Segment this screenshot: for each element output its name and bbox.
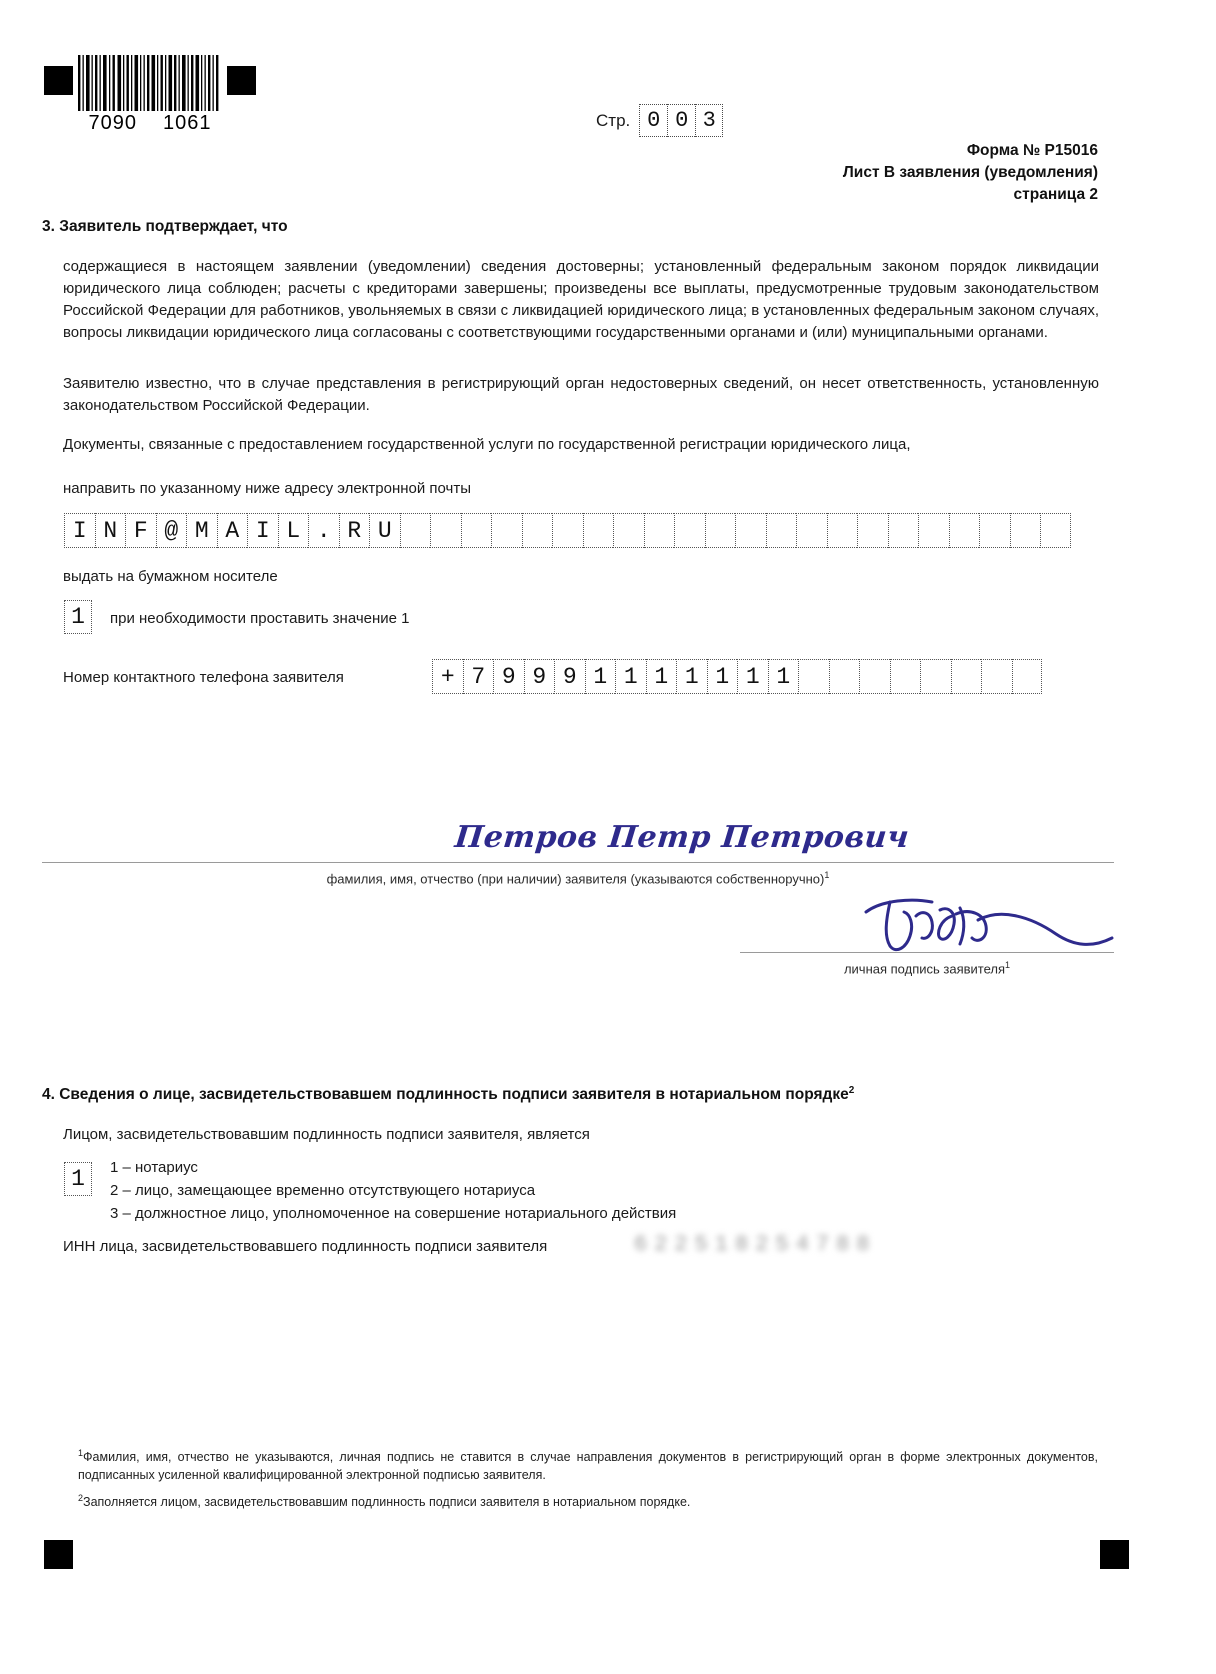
inn-value-redacted[interactable]: 622518254788 (634, 1232, 877, 1257)
section-3-title: 3. Заявитель подтверждает, что (42, 218, 288, 235)
email-char-cell[interactable] (400, 513, 431, 548)
email-char-cell[interactable] (857, 513, 888, 548)
phone-char-cell[interactable]: 1 (615, 659, 646, 694)
phone-char-cell[interactable]: 7 (463, 659, 494, 694)
signature-rule (740, 952, 1114, 953)
footnote-2-marker: 2 (78, 1492, 84, 1503)
footnote-1-marker: 1 (78, 1448, 84, 1458)
registration-mark-top-left (44, 66, 73, 95)
name-caption-text: фамилия, имя, отчество (при наличии) заявителя (указываются собственноручно) (326, 871, 825, 887)
email-char-cell[interactable] (430, 513, 461, 548)
page-number-cells[interactable] (639, 104, 723, 137)
signature-caption-footnote-ref: 1 (1005, 960, 1011, 970)
phone-char-cell[interactable]: 1 (646, 659, 677, 694)
paper-copy-label: выдать на бумажном носителе (63, 568, 278, 585)
email-char-cell[interactable] (735, 513, 766, 548)
notary-option-1[interactable]: 1 – нотариус (110, 1159, 198, 1176)
email-char-cell[interactable]: @ (156, 513, 187, 548)
phone-char-cell[interactable]: 1 (768, 659, 799, 694)
phone-char-cell[interactable] (829, 659, 860, 694)
phone-label: Номер контактного телефона заявителя (63, 669, 344, 686)
email-char-cell[interactable] (827, 513, 858, 548)
phone-char-cell[interactable]: 1 (737, 659, 768, 694)
email-char-cell[interactable]: R (339, 513, 370, 548)
section-3-paragraph-1: содержащиеся в настоящем заявлении (уведомлении) сведения достоверны; установленный федеральным законом порядок ликвидации юридического лица соблюден; расчеты с кредиторами завершены; произведены все выплаты, предусмотренные трудовым законодательством Российской Федерации для работников, увольняемых в связи с ликвидацией юридического лица; в установленных федеральным законом случаях, вопросы ликвидации юридического лица согласованы с соответствующими государственными органами и (или) муниципальными органами. (63, 258, 1099, 342)
registration-mark-bottom-right (1100, 1540, 1129, 1569)
applicant-signature-icon (860, 890, 1120, 960)
page-number-digit[interactable]: 0 (667, 104, 695, 137)
notary-option-3[interactable]: 3 – должностное лицо, уполномоченное на совершение нотариального действия (110, 1204, 677, 1222)
footnote-2 (78, 1492, 1098, 1512)
email-char-cell[interactable] (613, 513, 644, 548)
page-number-field (596, 104, 723, 137)
email-char-cell[interactable] (705, 513, 736, 548)
footnote-2-text: Заполняется лицом, засвидетельствовавшим подлинность подписи заявителя в нотариальном порядке. (83, 1494, 691, 1509)
signature-caption-text: личная подпись заявителя (843, 961, 1006, 977)
phone-char-cell[interactable] (951, 659, 982, 694)
signature-caption (740, 960, 1114, 976)
email-char-cell[interactable] (674, 513, 705, 548)
footnotes (78, 1447, 1098, 1519)
phone-char-cell[interactable] (1012, 659, 1043, 694)
email-char-cell[interactable] (522, 513, 553, 548)
phone-char-cell[interactable]: 1 (585, 659, 616, 694)
phone-input-grid[interactable] (432, 659, 1042, 694)
form-number: Форма № Р15016 (966, 142, 1098, 159)
footnote-1-text: Фамилия, имя, отчество не указываются, личная подпись не ставится в случае направления документов в регистрирующий орган в форме электронных документов, подписанных усиленной квалифицированной электронной подписью заявителя. (78, 1450, 1098, 1482)
paper-copy-checkbox[interactable]: 1 (64, 600, 92, 634)
inn-label: ИНН лица, засвидетельствовавшего подлинность подписи заявителя (63, 1238, 548, 1255)
notary-type-checkbox[interactable]: 1 (64, 1162, 92, 1196)
name-caption (42, 870, 1114, 886)
section-3-paragraph-2: Заявителю известно, что в случае представления в регистрирующий орган недостоверных сведений, он несет ответственность, установленную законодательством Российской Федерации. (63, 375, 1099, 415)
registration-mark-bottom-left (44, 1540, 73, 1569)
notary-type-options (110, 1157, 676, 1225)
email-char-cell[interactable] (979, 513, 1010, 548)
section-3-paragraph-4: направить по указанному ниже адресу электронной почты (63, 480, 472, 497)
email-char-cell[interactable]: . (308, 513, 339, 548)
form-sheet-page: страница 2 (1013, 186, 1098, 203)
phone-char-cell[interactable] (981, 659, 1012, 694)
email-char-cell[interactable]: A (217, 513, 248, 548)
phone-char-cell[interactable]: + (432, 659, 463, 694)
email-char-cell[interactable] (766, 513, 797, 548)
phone-char-cell[interactable]: 1 (676, 659, 707, 694)
barcode-digits-left: 7090 (88, 112, 137, 134)
document-barcode (76, 55, 224, 140)
applicant-handwritten-name: Петров Петр Петрович (453, 820, 911, 855)
barcode-digits-right: 1061 (163, 112, 212, 134)
paper-copy-hint: при необходимости проставить значение 1 (110, 610, 410, 627)
email-char-cell[interactable] (1010, 513, 1041, 548)
email-char-cell[interactable] (552, 513, 583, 548)
phone-char-cell[interactable]: 1 (707, 659, 738, 694)
name-caption-footnote-ref: 1 (824, 870, 830, 880)
phone-char-cell[interactable]: 9 (524, 659, 555, 694)
footnote-1 (78, 1447, 1098, 1485)
phone-char-cell[interactable] (798, 659, 829, 694)
email-char-cell[interactable] (918, 513, 949, 548)
email-char-cell[interactable] (644, 513, 675, 548)
page-number-digit[interactable]: 0 (639, 104, 667, 137)
notary-option-2[interactable]: 2 – лицо, замещающее временно отсутствующего нотариуса (110, 1181, 536, 1199)
email-char-cell[interactable]: U (369, 513, 400, 548)
email-input-grid[interactable] (64, 513, 1071, 548)
page-number-digit[interactable]: 3 (695, 104, 723, 137)
email-char-cell[interactable]: I (64, 513, 95, 548)
email-char-cell[interactable] (583, 513, 614, 548)
phone-char-cell[interactable] (920, 659, 951, 694)
email-char-cell[interactable] (1040, 513, 1071, 548)
phone-char-cell[interactable]: 9 (493, 659, 524, 694)
email-char-cell[interactable] (491, 513, 522, 548)
section-4-footnote-ref: 2 (848, 1085, 855, 1096)
form-sheet-title: Лист В заявления (уведомления) (842, 164, 1098, 181)
phone-char-cell[interactable] (890, 659, 921, 694)
email-char-cell[interactable]: L (278, 513, 309, 548)
barcode-digits (76, 111, 224, 135)
email-char-cell[interactable]: N (95, 513, 126, 548)
form-header (843, 140, 1098, 206)
section-4-intro: Лицом, засвидетельствовавшим подлинность подписи заявителя, является (63, 1126, 590, 1143)
email-char-cell[interactable] (888, 513, 919, 548)
email-char-cell[interactable] (796, 513, 827, 548)
registration-mark-top-right (227, 66, 256, 95)
section-4-title-text: 4. Сведения о лице, засвидетельствовавшем подлинность подписи заявителя в нотариальном порядке (42, 1086, 849, 1104)
name-rule (42, 862, 1114, 863)
email-char-cell[interactable]: M (186, 513, 217, 548)
email-char-cell[interactable]: I (247, 513, 278, 548)
email-char-cell[interactable]: F (125, 513, 156, 548)
section-4-title (42, 1085, 1102, 1104)
section-3-paragraph-3: Документы, связанные с предоставлением государственной услуги по государственной регистрации юридического лица, (63, 436, 911, 453)
phone-char-cell[interactable] (859, 659, 890, 694)
page-number-label: Стр. (596, 110, 631, 130)
phone-char-cell[interactable]: 9 (554, 659, 585, 694)
email-char-cell[interactable] (949, 513, 980, 548)
email-char-cell[interactable] (461, 513, 492, 548)
